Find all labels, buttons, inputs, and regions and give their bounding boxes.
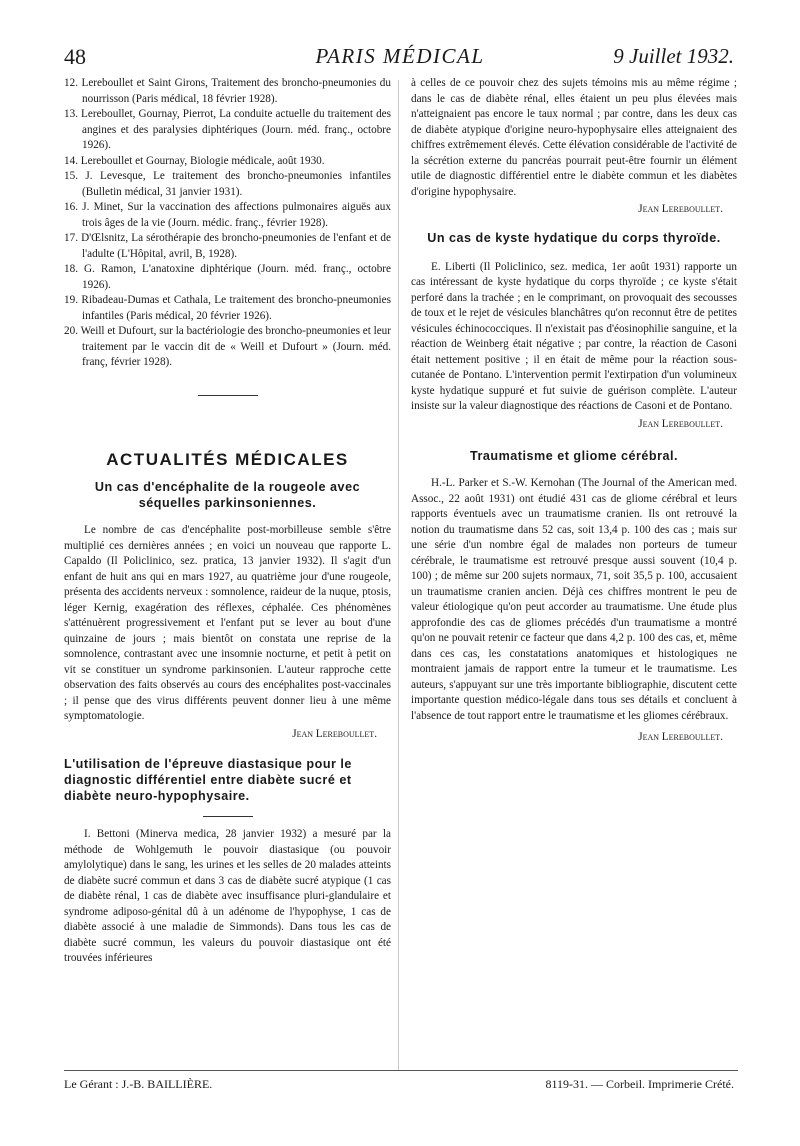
right-column — [411, 76, 737, 746]
article-body-diastase-part2: à celles de ce pouvoir chez des sujets témoins mis au même régime ; dans le cas de diabète rénal, elles étaient un peu plus élevées mais n'atteignaient pas encore le taux normal ; par contre, dans les deux cas de diabète atypique d'origine neuro-hypophysaire elles atteignaient des chiffres extrêmement élevés. Cette élévation considérable de l'activité de la sécrétion externe du pancréas pourrait peut-être fournir un élément utile de diagnostic différentiel entre le diabète commun et les diabètes d'origine hypophysaire. — [411, 77, 737, 198]
signature: Jean Lereboullet. — [638, 203, 723, 215]
reference-item: 18. G. Ramon, L'anatoxine diphtérique (Journ. méd. franç., octobre 1926). — [64, 263, 391, 291]
signature: Jean Lereboullet. — [638, 731, 723, 743]
article-title-diastase: L'utilisation de l'épreuve diastasique pour le diagnostic différentiel entre diabète sucré et diabète neuro-hypophysaire. — [64, 757, 352, 803]
footer-printer: 8119-31. — Corbeil. Imprimerie Crété. — [545, 1077, 734, 1091]
reference-item: 17. D'Œlsnitz, La sérothérapie des broncho-pneumonies de l'enfant et de l'adulte (L'Hôpital, avril, B, 1928). — [64, 232, 391, 260]
article-body-encephalite: Le nombre de cas d'encéphalite post-morbilleuse semble s'être multiplié ces dernières années ; en voici un nouveau que rapporte L. Capaldo (Il Policlinico, sez. pratica, 13 janvier 1932). Il s'agit d'un enfant de huit ans qui en mars 1927, au quatrième jour d'une rougeole, présenta des accidents nerveux : somnolence, raideur de la nuque, ptosis, léger Kernig, exagération des réflexes, céphalée. Ces phénomènes s'atténuèrent progressivement et l'enfant put se lever au bout d'une quinzaine de jours ; mais bientôt on constata une reprise de la somnolence, contrastant avec une insomnie nocturne, et petit à petit on vit se constituer un syndrome parkinsonien. L'auteur rapproche cette observation des faits observés au cours des encéphalites post-vaccinales ; il pense que des virus différents peuvent donner lieu à une même symptomatologie. — [64, 524, 391, 722]
reference-item: 19. Ribadeau-Dumas et Cathala, Le traitement des broncho-pneumonies infantiles (Paris médical, 20 février 1926). — [64, 294, 391, 322]
section-title: ACTUALITÉS MÉDICALES — [106, 449, 349, 469]
signature: Jean Lereboullet. — [638, 417, 723, 430]
column-divider — [398, 80, 399, 1070]
reference-item: 20. Weill et Dufourt, sur la bactériologie des broncho-pneumonies et leur traitement par le vaccin dit de « Weill et Dufourt » (Journ. méd. franç, février 1928). — [64, 325, 391, 368]
article-body-traumatisme: H.-L. Parker et S.-W. Kernohan (The Journal of the American med. Assoc., 22 août 1931) ont étudié 431 cas de gliome cérébral et leurs rapports éventuels avec un traumatisme cranien. Ils ont retrouvé la notion du traumatisme dans 52 cas, soit 13,4 p. 100 des cas ; mais sur une série d'un nombre égal de malades non porteurs de tumeur cérébrale, le traumatisme est retrouvé presque aussi souvent (10,4 p. 100) ; de même sur 200 sujets normaux, 71, soit 35,5 p. 100, accusaient un traumatisme cranien ancien. Déjà ces chiffres montrent le peu de valeur étiologique qu'on peut accorder au traumatisme. Une étude plus approfondie des cas de gliomes précédés d'un traumatisme a montré qu'on ne pouvait retenir ce facteur que dans 4,2 p. 100 des cas, et, même dans ces cas, les constatations anatomiques et histologiques ne montraient jamais de rapport entre la tumeur et le traumatisme. Les auteurs, s'appuyant sur une très importante bibliographie, discutent cette importante question médico-légale dans tous ses détails et concluent à l'absence de tout rapport entre le traumatisme et les gliomes cérébraux. — [411, 477, 737, 722]
separator-rule — [203, 816, 253, 817]
reference-item: 13. Lereboullet, Gournay, Pierrot, La conduite actuelle du traitement des angines et des paralysies diphtériques (Journ. méd. franç., octobre 1926). — [64, 108, 391, 151]
footer-publisher: Le Gérant : J.-B. BAILLIÈRE. — [64, 1077, 213, 1091]
signature: Jean Lereboullet. — [292, 727, 377, 740]
reference-item: 15. J. Levesque, Le traitement des broncho-pneumonies infantiles (Bulletin médical, 31 janvier 1931). — [64, 170, 391, 198]
footer-rule — [64, 1070, 738, 1071]
reference-item: 12. Lereboullet et Saint Girons, Traitement des broncho-pneumonies du nourrisson (Paris médical, 18 février 1928). — [64, 77, 391, 105]
separator-rule — [198, 395, 258, 396]
journal-title: PARIS MÉDICAL — [315, 44, 485, 68]
article-title-traumatisme: Traumatisme et gliome cérébral. — [470, 449, 678, 463]
article-title-encephalite: Un cas d'encéphalite de la rougeole avec séquelles parkinsoniennes. — [94, 480, 361, 510]
page-number: 48 — [64, 44, 86, 69]
issue-date: 9 Juillet 1932. — [613, 44, 734, 68]
reference-list — [64, 76, 391, 371]
reference-item: 14. Lereboullet et Gournay, Biologie médicale, août 1930. — [64, 154, 325, 167]
reference-item: 16. J. Minet, Sur la vaccination des affections pulmonaires aiguës aux trois âges de la vie (Journ. médic. franç., février 1928). — [64, 201, 391, 229]
article-title-kyste: Un cas de kyste hydatique du corps thyroïde. — [427, 230, 721, 245]
left-column — [64, 76, 391, 967]
article-body-diastase-part1: I. Bettoni (Minerva medica, 28 janvier 1932) a mesuré par la méthode de Wohlgemuth le pouvoir diastasique (ou pouvoir amylolytique) dans le sang, les urines et les selles de 20 malades atteints de diabète sucré commun et dans 3 cas de diabète sucré atypique (1 cas de diabète rénal, 1 cas de diabète avec insuffisance pluri-glandulaire et syndrome adiposo-génital dû à un adénome de l'hypophyse, 1 cas de diabète associé à une maladie de Simmonds). Dans tous les cas de diabète sucré commun, les valeurs du pouvoir diastasique ont été trouvées inférieures — [64, 828, 391, 964]
article-body-kyste: E. Liberti (Il Policlinico, sez. medica, 1er août 1931) rapporte un cas intéressant de kyste hydatique du corps thyroïde ; ce kyste s'était perforé dans la trachée ; en le comprimant, on provoquait des secousses de toux et le rejet de vésicules blanchâtres qu'on reconnut être de petites vésicules échinococciques. Il n'existait pas d'éosinophilie sanguine, et la réaction de Weinberg était négative ; par contre, la réaction de Casoni était nettement positive ; il en était de même pour la réaction sous-cutanée de Pontano. L'intervention permit l'extirpation d'un volumineux kyste hydatique suppuré et fut suivie de guérison complète. L'auteur insiste sur la valeur diagnostique des réactions de Casoni et de Pontano. — [411, 260, 737, 412]
